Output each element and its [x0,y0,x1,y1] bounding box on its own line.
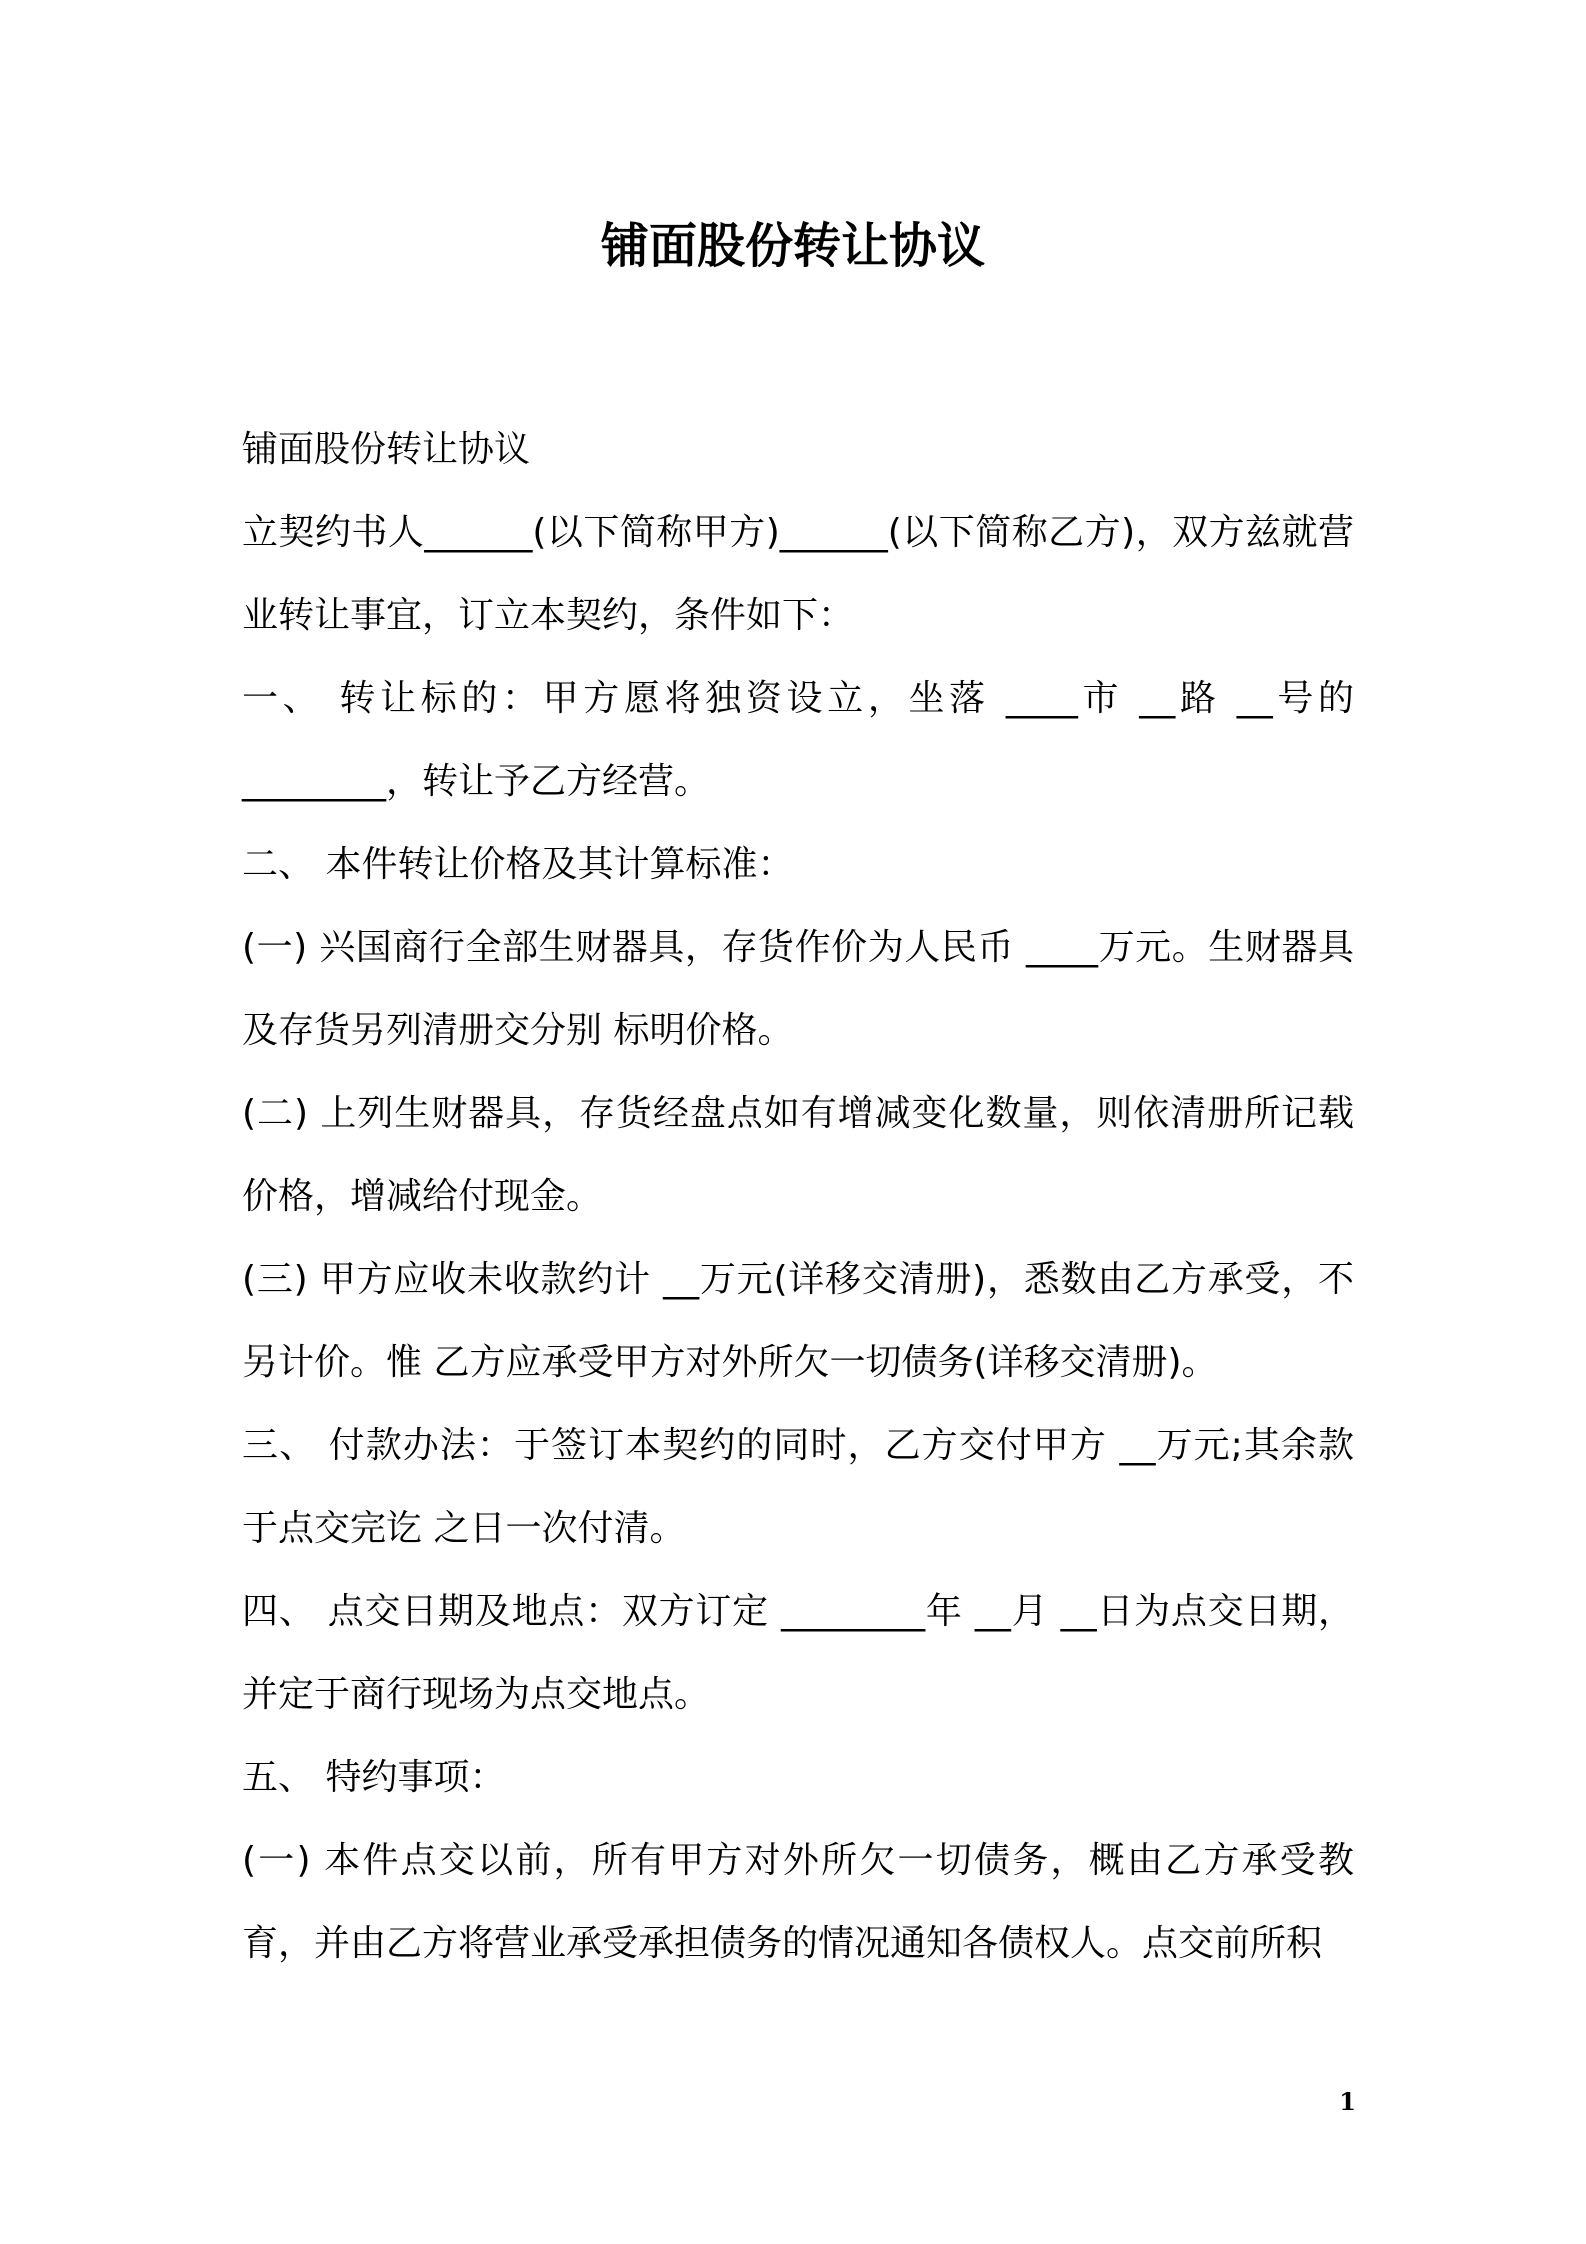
clause-2-item-1: (一) 兴国商行全部生财器具，存货作价为人民币 ____万元。生财器具及存货另列清册交分别 标明价格。 [242,927,1354,1051]
clause-2-item-3: (三) 甲方应收未收款约计 __万元(详移交清册)，悉数由乙方承受，不 另计价。惟 乙方应承受甲方对外所欠一切债务(详移交清册)。 [242,1259,1354,1383]
clause-5-special-heading: 五、 特约事项： [242,1757,506,1798]
body-heading: 铺面股份转让协议 [242,429,531,470]
document-title: 铺面股份转让协议 [600,218,985,274]
paragraph-parties: 立契约书人______(以下简称甲方)______(以下简称乙方)，双方兹就营业转让事宜，订立本契约，条件如下： [242,512,1354,636]
clause-3-payment: 三、 付款办法：于签订本契约的同时，乙方交付甲方 __万元;其余款于点交完讫 之日一次付清。 [242,1425,1354,1549]
clause-2-item-2: (二) 上列生财器具，存货经盘点如有增减变化数量，则依清册所记载价格，增减给付现金。 [242,1093,1354,1217]
page-number: 1 [1339,2087,1356,2116]
document-body [242,408,1354,1985]
clause-5-item-1: (一) 本件点交以前，所有甲方对外所欠一切债务，概由乙方承受教育，并由乙方将营业承受承担债务的情况通知各债权人。点交前所积 [242,1840,1354,1964]
clause-2-price-heading: 二、 本件转让价格及其计算标准： [242,844,794,885]
clause-1-transfer-subject: 一、 转让标的：甲方愿将独资设立，坐落 ____市 __路 __号的________，转让予乙方经营。 [242,678,1354,802]
clause-4-handover-date: 四、 点交日期及地点：双方订定 ________年 __月 __日为点交日期，并定于商行现场为点交地点。 [242,1591,1354,1715]
